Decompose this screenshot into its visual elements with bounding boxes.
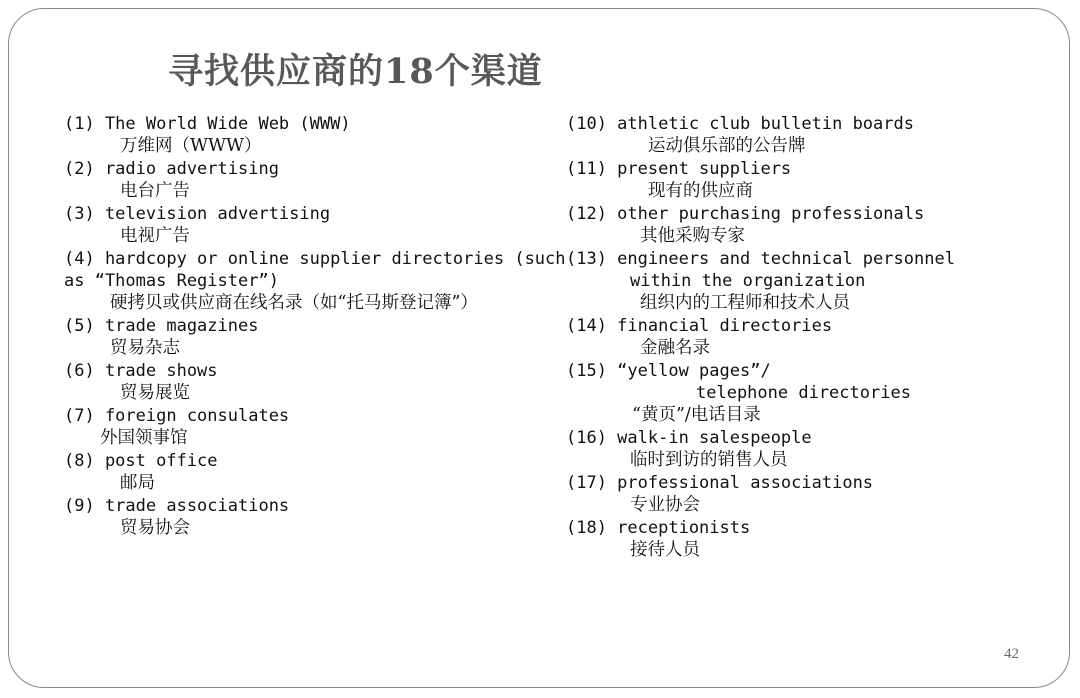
channel-3: (3) television advertising (64, 204, 331, 224)
channel-14: (14) financial directories (566, 316, 833, 336)
channel-11-zh: 现有的供应商 (648, 181, 753, 201)
channel-18: (18) receptionists (566, 518, 751, 538)
channel-6-zh: 贸易展览 (120, 383, 190, 403)
channel-7: (7) foreign consulates (64, 406, 290, 426)
channel-13-cont: within the organization (630, 271, 866, 291)
channel-8: (8) post office (64, 451, 218, 471)
channel-17: (17) professional associations (566, 473, 874, 493)
channel-3-zh: 电视广告 (120, 226, 190, 246)
channel-9-zh: 贸易协会 (120, 518, 190, 538)
channel-17-zh: 专业协会 (630, 495, 700, 515)
channel-4: (4) hardcopy or online supplier directories (such (64, 249, 566, 269)
channel-16-zh: 临时到访的销售人员 (630, 450, 788, 470)
channel-12: (12) other purchasing professionals (566, 204, 925, 224)
channel-5-zh: 贸易杂志 (110, 338, 180, 358)
channel-15-cont: telephone directories (696, 383, 911, 403)
page-number: 42 (1004, 646, 1019, 662)
channel-10: (10) athletic club bulletin boards (566, 114, 914, 134)
channel-6: (6) trade shows (64, 361, 218, 381)
channel-18-zh: 接待人员 (630, 540, 700, 560)
channel-15-zh: “黄页”/电话目录 (632, 405, 761, 425)
channel-15: (15) “yellow pages”/ (566, 361, 771, 381)
channel-1-zh: 万维网（WWW） (120, 136, 262, 156)
channel-14-zh: 金融名录 (640, 338, 710, 358)
channel-4-cont: as “Thomas Register”) (64, 271, 279, 291)
channel-12-zh: 其他采购专家 (640, 226, 745, 246)
channel-7-zh: 外国领事馆 (100, 428, 188, 448)
channel-5: (5) trade magazines (64, 316, 259, 336)
channel-4-zh: 硬拷贝或供应商在线名录（如“托马斯登记簿”） (110, 293, 478, 313)
channel-16: (16) walk-in salespeople (566, 428, 812, 448)
channel-2: (2) radio advertising (64, 159, 279, 179)
channel-13: (13) engineers and technical personnel (566, 249, 955, 269)
slide-title: 寻找供应商的18个渠道 (168, 51, 543, 92)
channel-13-zh: 组织内的工程师和技术人员 (640, 293, 850, 313)
channel-11: (11) present suppliers (566, 159, 792, 179)
channel-9: (9) trade associations (64, 496, 290, 516)
channel-2-zh: 电台广告 (120, 181, 190, 201)
channel-10-zh: 运动俱乐部的公告牌 (648, 136, 806, 156)
channel-8-zh: 邮局 (120, 473, 155, 493)
channel-1: (1) The World Wide Web (WWW) (64, 114, 351, 134)
